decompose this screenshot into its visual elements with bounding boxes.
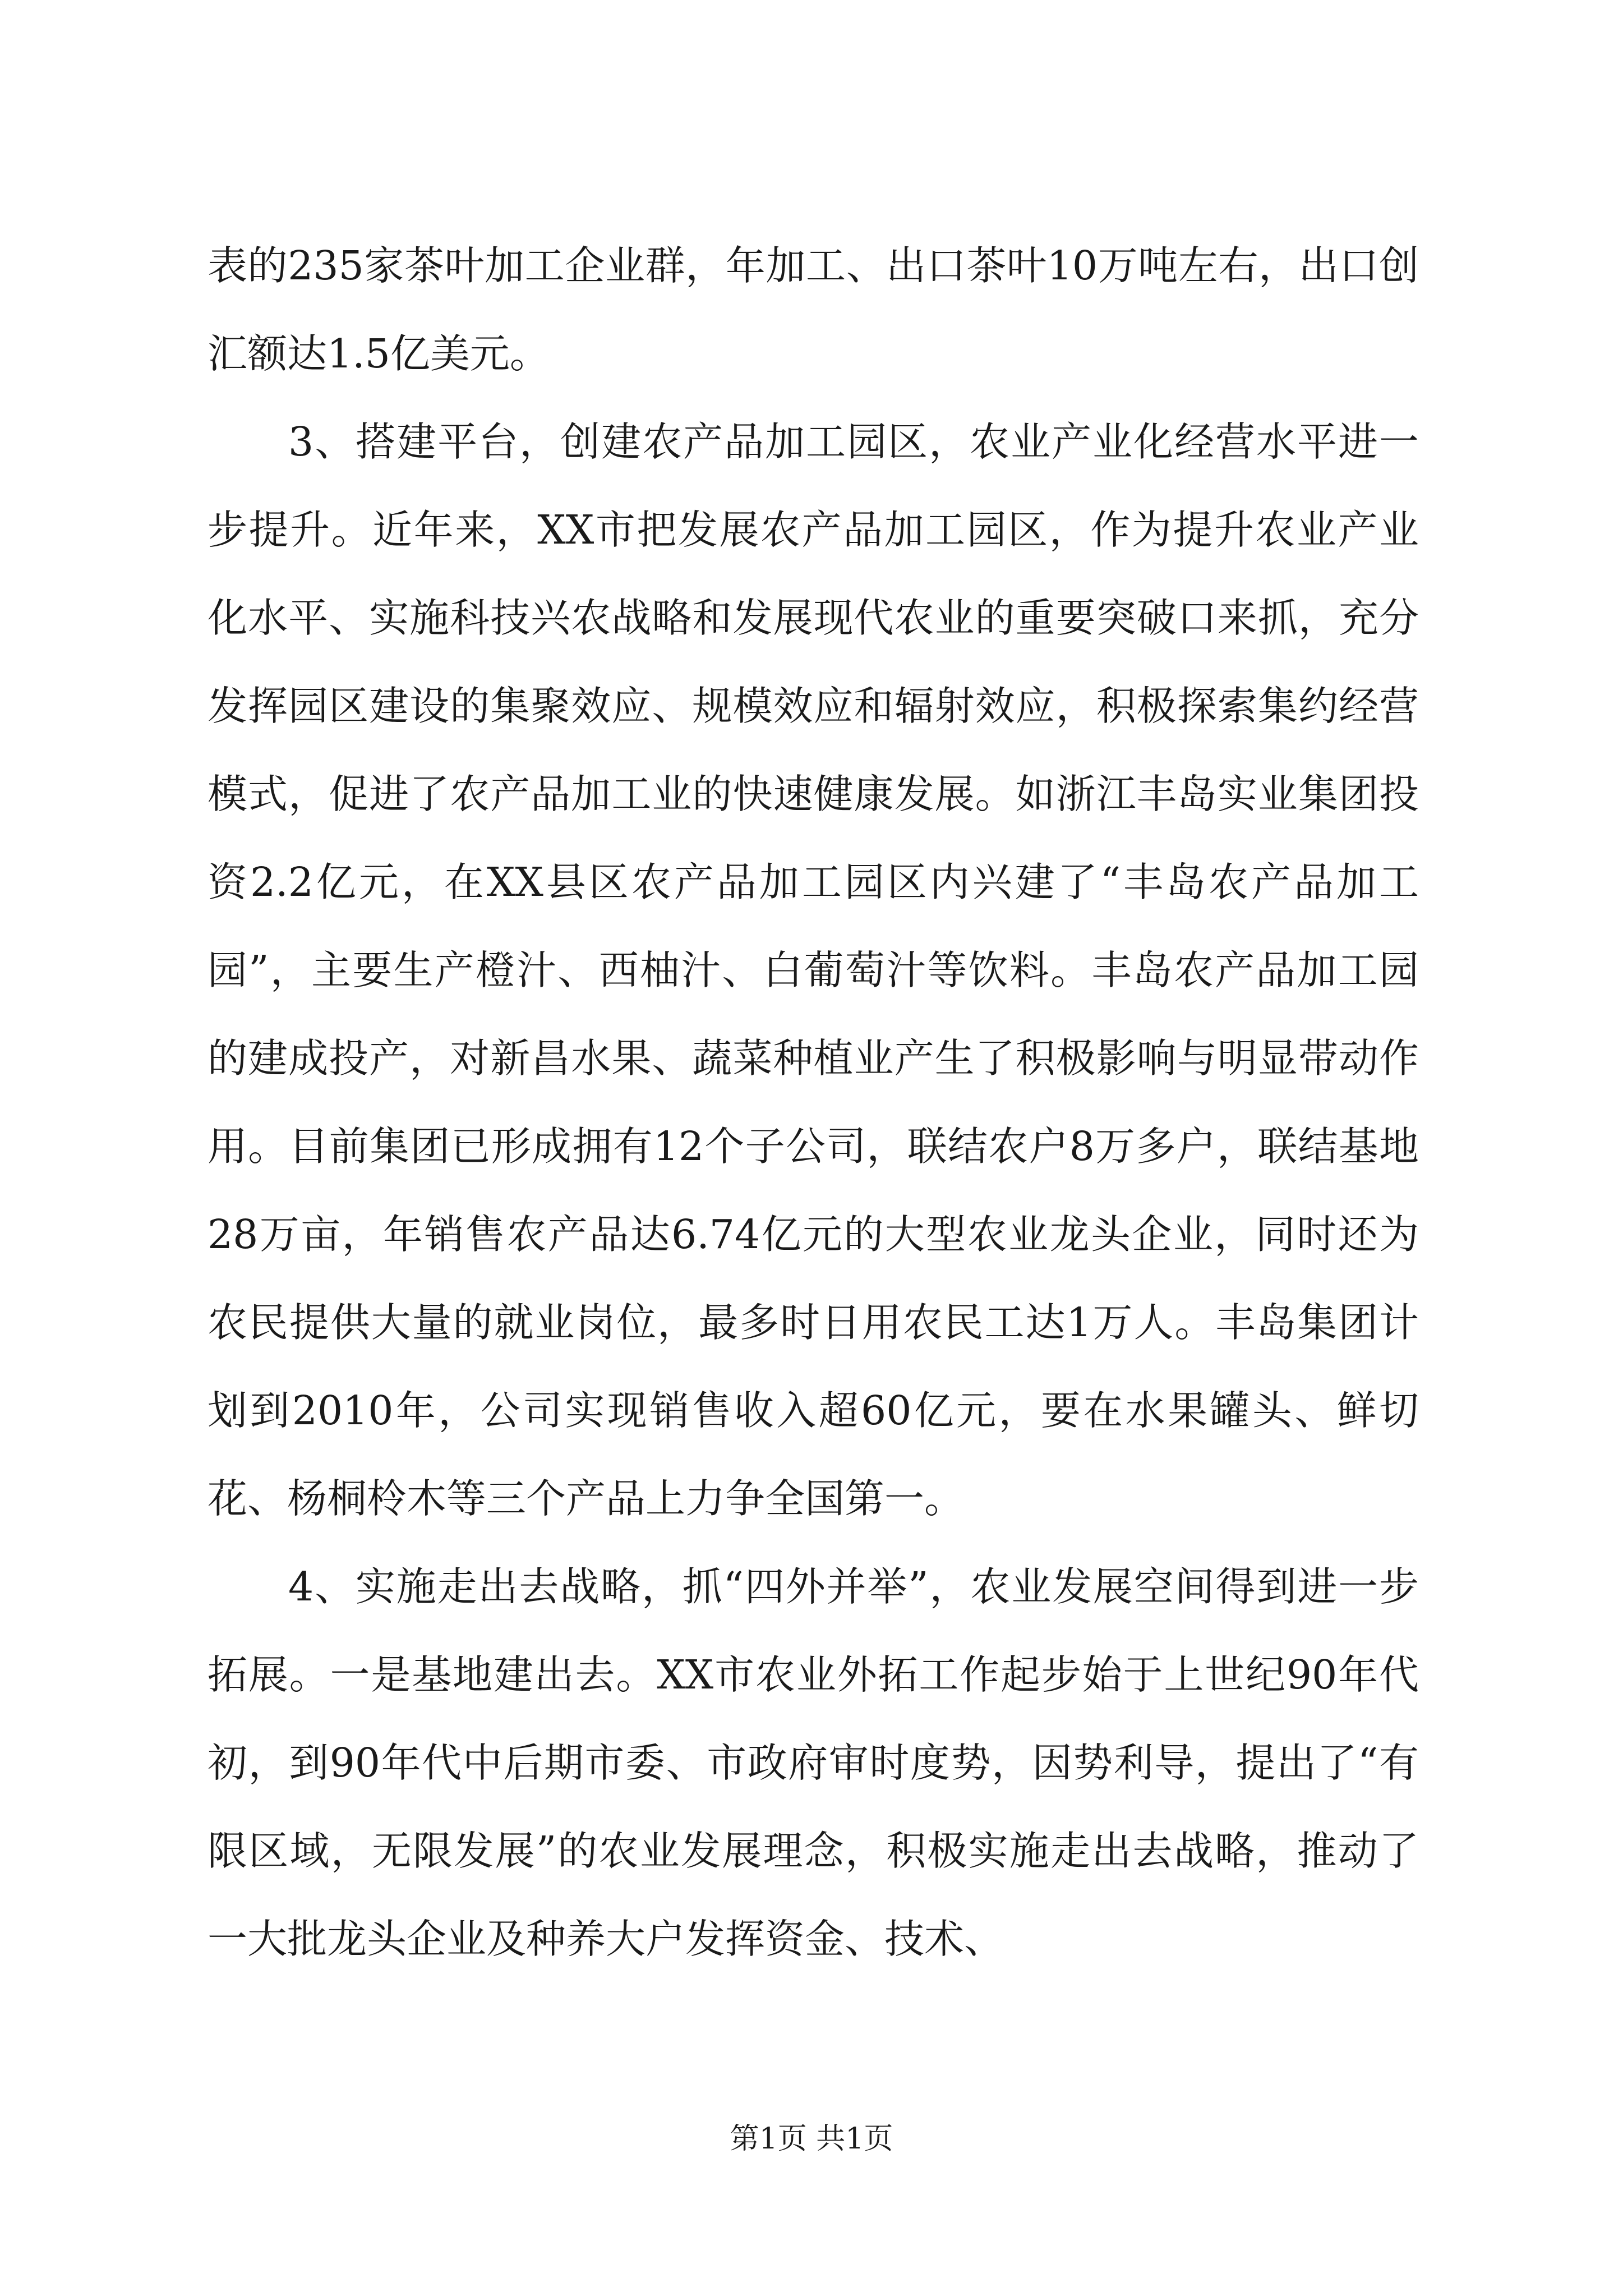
body-text <box>208 222 1419 1983</box>
paragraph-continuation: 表的235家茶叶加工企业群，年加工、出口茶叶10万吨左右，出口创汇额达1.5亿美元。 <box>208 242 1419 377</box>
paragraph-section-4: 4、实施走出去战略，抓“四外并举”，农业发展空间得到进一步拓展。一是基地建出去。XX市农业外拓工作起步始于上世纪90年代初，到90年代中后期市委、市政府审时度势，因势利导，提出了“有限区域，无限发展”的农业发展理念，积极实施走出去战略，推动了一大批龙头企业及种养大户发挥资金、技术、 <box>208 1563 1419 1962</box>
page-footer: 第1页 共1页 <box>730 2122 893 2156</box>
paragraph-section-3: 3、搭建平台，创建农产品加工园区，农业产业化经营水平进一步提升。近年来，XX市把发展农产品加工园区，作为提升农业产业化水平、实施科技兴农战略和发展现代农业的重要突破口来抓，充分发挥园区建设的集聚效应、规模效应和辐射效应，积极探索集约经营模式，促进了农产品加工业的快速健康发展。如浙江丰岛实业集团投资2.2亿元，在XX县区农产品加工园区内兴建了“丰岛农产品加工园”，主要生产橙汁、西柚汁、白葡萄汁等饮料。丰岛农产品加工园的建成投产，对新昌水果、蔬菜种植业产生了积极影响与明显带动作用。目前集团已形成拥有12个子公司，联结农户8万多户，联结基地28万亩，年销售农产品达6.74亿元的大型农业龙头企业，同时还为农民提供大量的就业岗位，最多时日用农民工达1万人。丰岛集团计划到2010年，公司实现销售收入超60亿元，要在水果罐头、鲜切花、杨桐柃木等三个产品上力争全国第一。 <box>208 418 1419 1522</box>
